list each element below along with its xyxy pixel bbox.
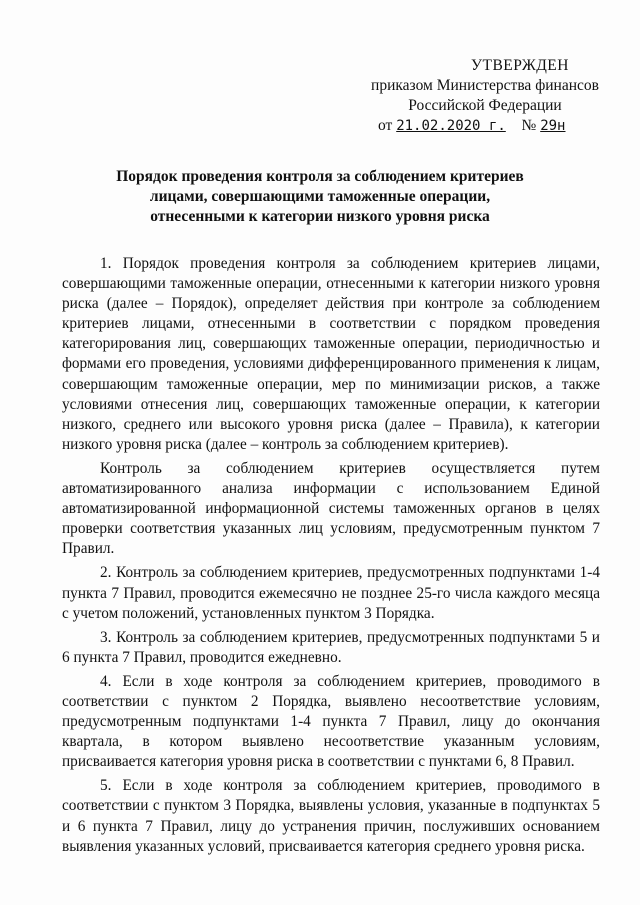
document-title xyxy=(100,167,540,227)
paragraph-2: 2. Контроль за соблюдением критериев, предусмотренных подпунктами 1-4 пункта 7 Правил, проводится ежемесячно не позднее 25-го числа каждого месяца с учетом положений, установленных пунктом 3 Порядка. xyxy=(62,564,600,622)
title-line-2: лицами, совершающими таможенные операции, xyxy=(149,188,491,205)
title-line-1: Порядок проведения контроля за соблюдением критериев xyxy=(116,168,524,185)
paragraph-1-continued: Контроль за соблюдением критериев осуществляется путем автоматизированного анализа информации с использованием Единой автоматизированной информационной системы таможенных органов в целях проверки соответствия указанных лиц условиям, предусмотренным пунктом 7 Правил. xyxy=(62,459,600,558)
approval-line-1: приказом Министерства финансов xyxy=(371,77,599,94)
approval-stamp: УТВЕРЖДЕН xyxy=(471,57,569,74)
paragraph-3: 3. Контроль за соблюдением критериев, предусмотренных подпунктами 5 и 6 пункта 7 Правил, проводится ежедневно. xyxy=(62,628,600,666)
paragraph-5: 5. Если в ходе контроля за соблюдением критериев, проводимого в соответствии с пунктом 3 Порядка, выявлены условия, указанные в подпунктах 5 и 6 пункта 7 Правил, лицу до устранения причин, послуживших основанием выявления указанных условий, присваивается категория среднего уровня риска. xyxy=(62,777,600,855)
date-value: 21.02.2020 г. xyxy=(396,118,506,134)
paragraph-4: 4. Если в ходе контроля за соблюдением критериев, проводимого в соответствии с пунктом 2 Порядка, выявлено несоответствие условиям, предусмотренным подпунктами 1-4 пункта 7 Правил, лицу до окончания квартала, в котором выявлено несоответствие указанным условиям, присваивается категория уровня риска в соответствии с пунктами 6, 8 Правил. xyxy=(62,672,600,771)
document-body xyxy=(62,254,600,861)
date-prefix: от xyxy=(378,117,393,134)
approval-line-2: Российской Федерации xyxy=(408,97,562,114)
approval-block xyxy=(360,56,610,136)
title-line-3: отнесенными к категории низкого уровня риска xyxy=(150,208,490,225)
paragraph-1: 1. Порядок проведения контроля за соблюдением критериев лицами, совершающими таможенные операции, отнесенными к категории низкого уровня риска (далее – Порядок), определяет действия при контроле за соблюдением критериев лицами, отнесенными в соответствии с порядком проведения категорирования лиц, совершающих таможенные операции, периодичностью и формами его проведения, условиями дифференцированного применения к лицам, совершающим таможенные операции, мер по минимизации рисков, а также условиями отнесения лиц, совершающих таможенные операции, к категории низкого, среднего или высокого уровня риска (далее – Правила), к категории низкого уровня риска (далее – контроль за соблюдением критериев). xyxy=(62,255,600,453)
number-value: 29н xyxy=(540,118,566,134)
approval-date-line xyxy=(360,116,610,136)
number-label: № xyxy=(521,117,537,134)
